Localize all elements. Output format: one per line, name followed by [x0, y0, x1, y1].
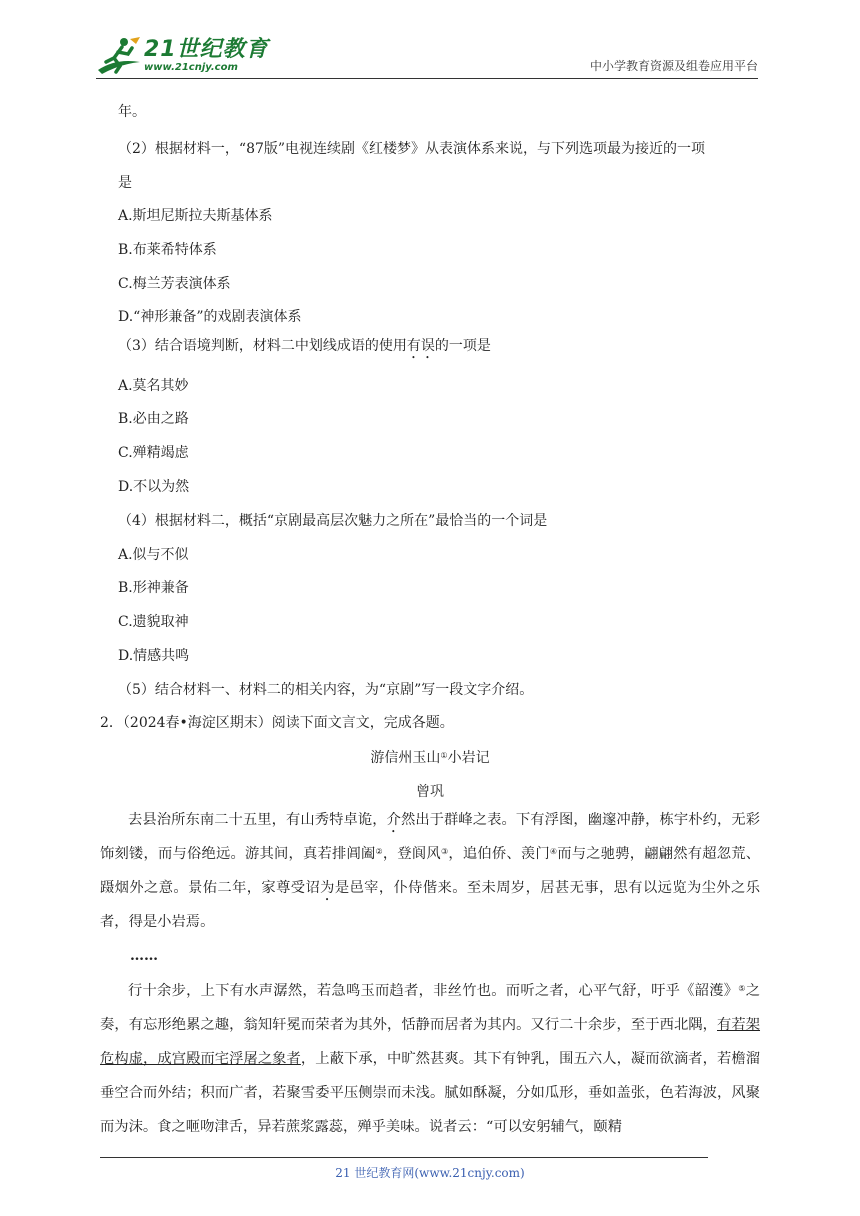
question-2-option-d: D.“神形兼备”的戏剧表演体系 — [118, 309, 302, 325]
logo — [96, 36, 269, 76]
question-2-stem-cont: 是 — [118, 175, 132, 191]
question-2-stem: （2）根据材料一，“87版”电视连续剧《红楼梦》从表演体系来说，与下列选项最为接近的一项 — [118, 141, 706, 157]
passage-paragraph-1: 去县治所东南二十五里，有山秀特卓诡，介然出于群峰之表。下有浮图，幽邃冲静，栋宇朴约，无彩饰刻镂，而与俗绝远。游其间，真若排阊阖②，登阆风③，追伯侨、羡门④而与之驰骋，翩翩然有超忽荒、蹑烟外之意。景佑二年，家尊受诏为是邑宰，仆侍偕来。至未周岁，居甚无事，思有以远览为尘外之乐者，得是小岩焉。 — [100, 812, 761, 930]
logo-url: www.21cnjy.com — [144, 62, 238, 73]
emphasis-text: 有误 — [406, 338, 435, 354]
question-2-header: 2．（2024春•海淀区期末）阅读下面文言文，完成各题。 — [100, 715, 454, 731]
question-3-stem: （3）结合语境判断，材料二中划线成语的使用有误的一项是 — [118, 338, 491, 354]
passage-title: 游信州玉山①小岩记 — [370, 750, 490, 766]
question-2-option-b: B.布莱希特体系 — [118, 242, 217, 258]
page-footer: 21 世纪教育网(www.21cnjy.com) — [335, 1166, 525, 1180]
question-3-option-c: C.殚精竭虑 — [118, 445, 189, 461]
question-4-option-d: D.情感共鸣 — [118, 648, 190, 664]
question-4-option-c: C.遗貌取神 — [118, 614, 189, 630]
underlined-phrase: 有若架危构虚，成宫殿而宅浮屠之象者 — [100, 1017, 761, 1067]
logo-title: 21世纪教育 — [144, 37, 269, 62]
question-4-option-a: A.似与不似 — [118, 547, 189, 563]
question-2-option-c: C.梅兰芳表演体系 — [118, 276, 231, 292]
passage-author: 曾巩 — [416, 784, 444, 800]
question-4-option-b: B.形神兼备 — [118, 580, 189, 596]
passage-paragraph-2: 行十余步，上下有水声潺然，若急鸣玉而趋者，非丝竹也。而听之者，心平气舒，吁乎《韶濩》⑤之奏，有忘形绝累之趣，翁知轩冕而荣者为其外，恬静而居者为其内。又行二十余步，至于西北隅，有若架危构虚，成宫殿而宅浮屠之象者，上蔽下承，中旷然甚爽。其下有钟乳，围五六人，凝而欲滴者，若檐溜垂空合而外结；积而广者，若聚雪委平压侧崇而未浅。腻如酥凝，分如瓜形，垂如盖张，色若海波，风聚而为沫。食之咂吻津舌，异若蔗浆露蕊，殚乎美味。说者云：“可以安躬辅气，颐精 — [100, 983, 761, 1135]
question-2-option-a: A.斯坦尼斯拉夫斯基体系 — [118, 208, 273, 224]
question-4-stem: （4）根据材料二，概括“京剧最高层次魅力之所在”最恰当的一个词是 — [118, 513, 548, 529]
question-3-option-b: B.必由之路 — [118, 411, 189, 427]
platform-name: 中小学教育资源及组卷应用平台 — [589, 59, 758, 73]
runner-logo-icon — [96, 36, 142, 76]
prev-continuation: 年。 — [118, 104, 146, 120]
question-3-option-d: D.不以为然 — [118, 479, 190, 495]
page-header — [96, 34, 758, 79]
question-3-option-a: A.莫名其妙 — [118, 378, 189, 394]
passage-ellipsis: …… — [130, 948, 158, 964]
question-5-stem: （5）结合材料一、材料二的相关内容，为“京剧”写一段文字介绍。 — [118, 682, 534, 698]
footer-divider — [100, 1157, 708, 1158]
